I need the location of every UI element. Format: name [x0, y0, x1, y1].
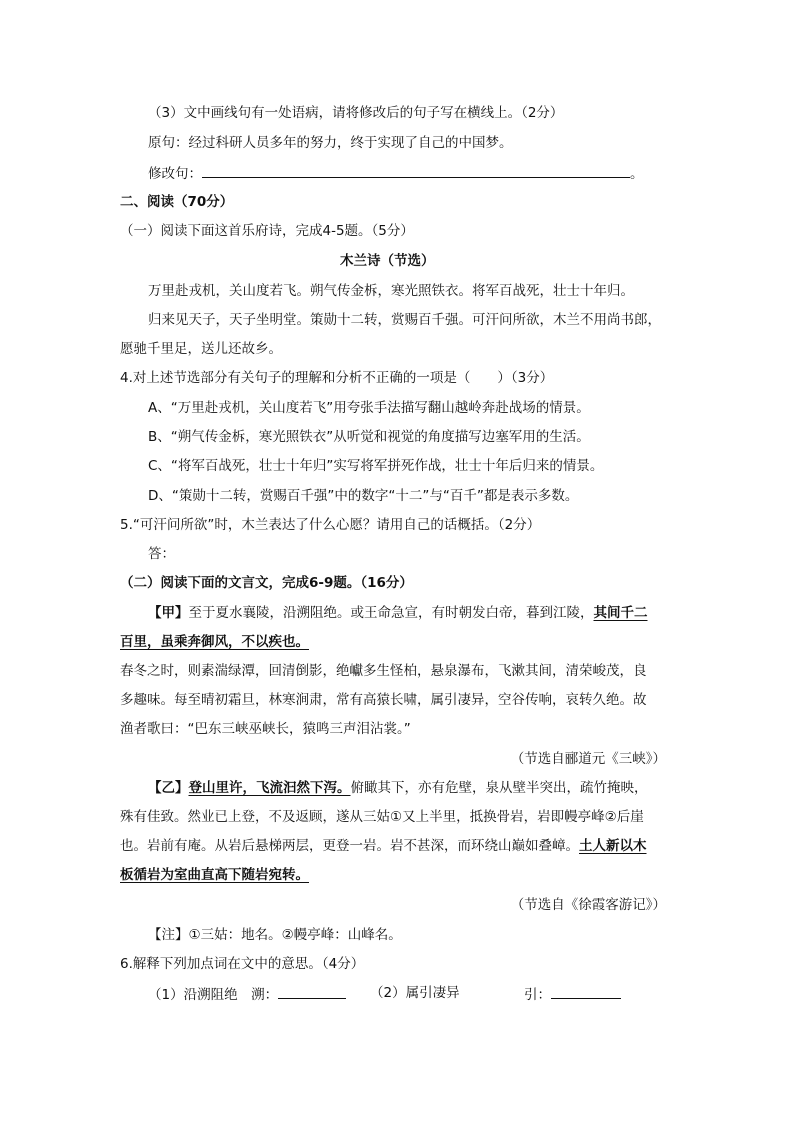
- poem-line: 归来见天子，天子坐明堂。策勋十二转，赏赐百千强。可汗问所欲，木兰不用尚书郎，: [148, 312, 661, 328]
- poem-line: 万里赴戎机，关山度若飞。朔气传金柝，寒光照铁衣。将军百战死，壮士十年归。: [148, 283, 634, 299]
- q4-option-b: B、“朔气传金柝，寒光照铁衣”从听觉和视觉的角度描写边塞军用的生活。: [148, 429, 590, 445]
- yi-line-1: [148, 779, 648, 797]
- yi-text: 俯瞰其下，亦有危壁，泉从壁半突出，疏竹掩映，: [350, 780, 648, 796]
- jia-line-1: [148, 604, 648, 622]
- q4-option-c: C、“将军百战死，壮士十年归”实写将军拼死作战，壮士十年后归来的情景。: [148, 458, 604, 474]
- jia-tag: 【甲】: [148, 605, 189, 621]
- yi-line-3: [120, 837, 647, 855]
- jia-line: 多趣味。每至晴初霜旦，林寒涧肃，常有高猿长啸，属引凄异，空谷传响，哀转久绝。故: [120, 692, 647, 708]
- q6-item1-blank[interactable]: [278, 984, 346, 999]
- section2-title: 二、阅读（70分）: [120, 194, 234, 210]
- q4-option-a: A、“万里赴戎机，关山度若飞”用夸张手法描写翻山越岭奔赴战场的情景。: [148, 400, 590, 416]
- yi-underlined-text: 板循岩为室曲直高下随岩宛转。: [120, 867, 309, 883]
- q3-revised-end: 。: [630, 166, 644, 182]
- q6-item1-label: （1）沿溯阻绝 溯：: [148, 987, 279, 1003]
- q3-title: （3）文中画线句有一处语病，请将修改后的句子写在横线上。（2分）: [148, 105, 564, 121]
- q3-original-sentence: 原句：经过科研人员多年的努力，终于实现了自己的中国梦。: [148, 135, 513, 151]
- jia-source: （节选自郦道元《三峡》）: [510, 751, 666, 767]
- q6-item-2-answer: [524, 984, 621, 1004]
- q6-item-2: （2）属引凄异: [370, 985, 460, 1001]
- q3-revised-line: [148, 163, 644, 183]
- jia-underlined-text: 其间千二: [593, 605, 648, 621]
- yi-line: 殊有佳致。然业已上登，不及返顾，遂从三姑①又上半里，抵换骨岩，岩即幔亭峰②后崖: [120, 809, 644, 825]
- jia-text: 至于夏水襄陵，沿溯阻绝。或王命急宣，有时朝发白帝，暮到江陵，: [188, 605, 594, 621]
- annotation-note: 【注】①三姑：地名。②幔亭峰：山峰名。: [148, 927, 402, 943]
- jia-line: 春冬之时，则素湍绿潭，回清倒影，绝巘多生怪柏，悬泉瀑布，飞漱其间，清荣峻茂，良: [120, 663, 647, 679]
- yi-source: （节选自《徐霞客游记》）: [510, 897, 666, 913]
- yi-tag: 【乙】: [148, 780, 189, 796]
- q6-stem: 6.解释下列加点词在文中的意思。（4分）: [120, 956, 365, 972]
- poem-line: 愿驰千里足，送儿还故乡。: [120, 341, 282, 357]
- q5-answer-label: 答：: [148, 546, 175, 562]
- jia-line: 渔者歌曰：“巴东三峡巫峡长，猿鸣三声泪沾裳。”: [120, 721, 411, 737]
- q6-item-1: [148, 984, 346, 1004]
- q4-stem: 4.对上述节选部分有关句子的理解和分析不正确的一项是（ ）（3分）: [120, 370, 554, 386]
- q5-stem: 5.“可汗问所欲”时，木兰表达了什么心愿？请用自己的话概括。（2分）: [120, 517, 541, 533]
- poem-title: 木兰诗（节选）: [340, 253, 435, 269]
- yi-text: 也。岩前有庵。从岩后悬梯两层，更登一岩。岩不甚深，而环绕山巅如叠嶂。: [120, 838, 579, 854]
- yi-underlined-text: 土人新以木: [579, 838, 647, 854]
- part1-intro: （一）阅读下面这首乐府诗，完成4-5题。（5分）: [120, 223, 414, 239]
- q3-revised-label: 修改句：: [148, 166, 202, 182]
- jia-underlined-text: 百里，虽乘奔御风，不以疾也。: [120, 634, 309, 650]
- q6-item2-word: 引：: [524, 987, 551, 1003]
- yi-underlined-text: 登山里许，飞流汩然下泻。: [188, 780, 351, 796]
- part2-intro: （二）阅读下面的文言文，完成6-9题。（16分）: [120, 575, 413, 591]
- q4-option-d: D、“策勋十二转，赏赐百千强”中的数字“十二”与“百千”都是表示多数。: [148, 488, 579, 504]
- q6-item2-blank[interactable]: [551, 984, 621, 999]
- q3-answer-blank[interactable]: [202, 163, 630, 178]
